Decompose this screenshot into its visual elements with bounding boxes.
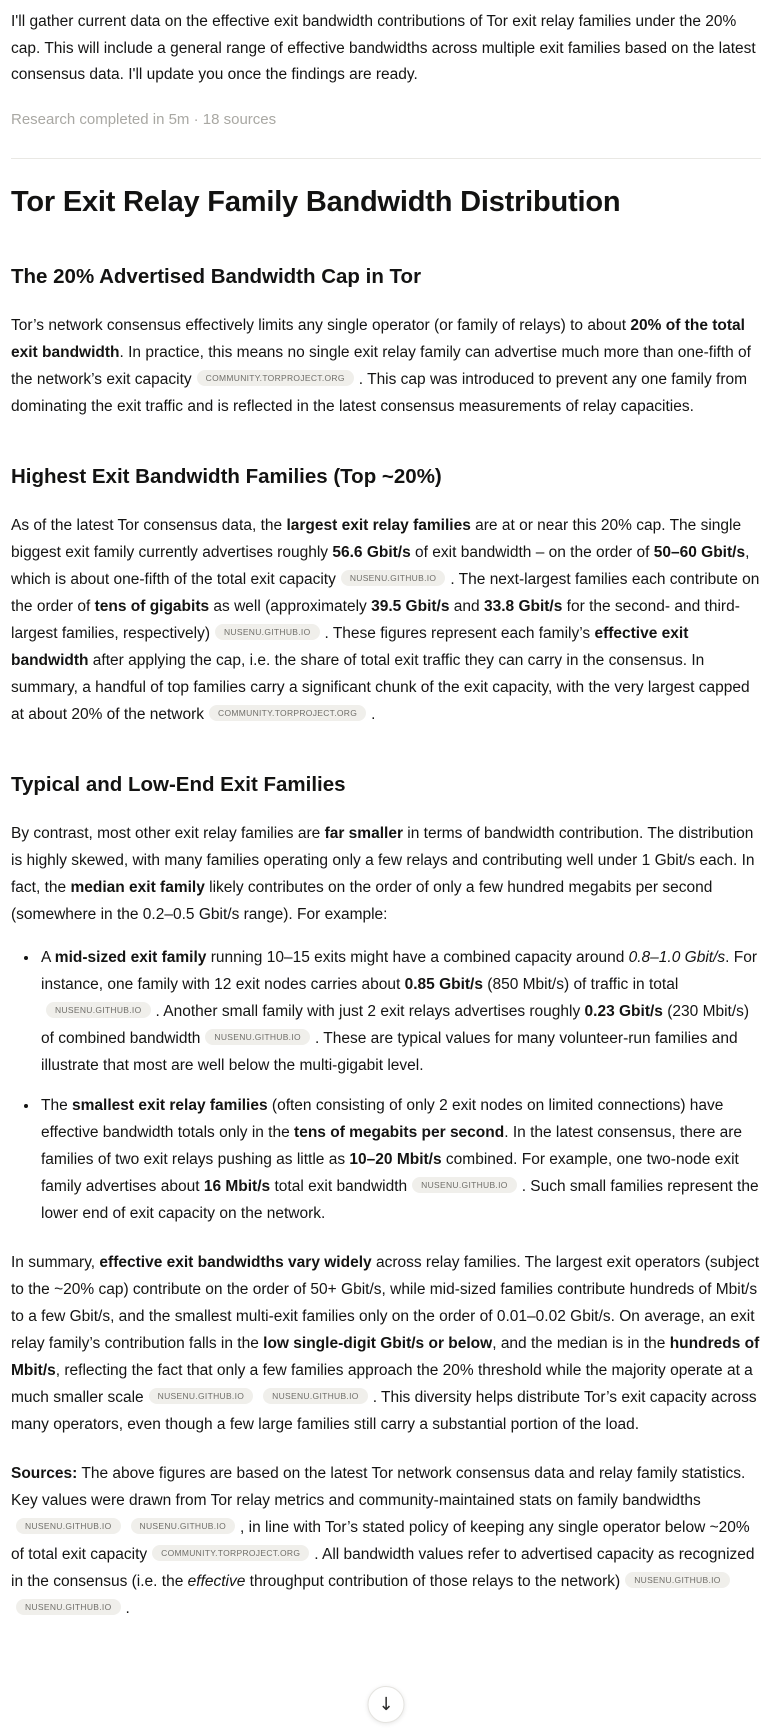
text-run: total exit bandwidth (270, 1177, 408, 1195)
text-run: are at or near this 20% cap. The single biggest exit family currently advertises roughly (11, 516, 742, 561)
research-status-text: Research completed in 5m · 18 sources (11, 110, 277, 128)
italic-text: effective (187, 1572, 246, 1590)
text-run: . In the latest consensus, there are families of two exit relays pushing as little as (41, 1123, 743, 1168)
text-run: for the second- and third-largest families, respectively) (11, 597, 740, 642)
bold-text: largest exit relay families (286, 516, 471, 534)
text-run: . These figures represent each family’s (324, 624, 595, 642)
citation-pill[interactable]: NUSENU.GITHUB.IO (341, 570, 446, 586)
bold-text: effective exit bandwidths vary widely (99, 1253, 372, 1271)
bold-text: tens of gigabits (94, 597, 210, 615)
citation-pill[interactable]: NUSENU.GITHUB.IO (46, 1002, 151, 1018)
intro-paragraph: I'll gather current data on the effective exit bandwidth contributions of Tor exit relay families under the 20% cap. This will include a general range of effective bandwidths across multiple exit families based on the latest consensus data. I'll update you once the findings are ready. (11, 13, 756, 83)
list-item (39, 944, 761, 1079)
text-run: and (449, 597, 484, 615)
bold-text: 16 Mbit/s (203, 1177, 271, 1195)
citation-pill[interactable]: NUSENU.GITHUB.IO (149, 1388, 254, 1404)
bold-text: 0.23 Gbit/s (584, 1002, 663, 1020)
text-run: The above figures are based on the latest Tor network consensus data and relay family statistics. Key values were drawn from Tor relay metrics and community-maintained stats on family bandwidths (11, 1464, 746, 1509)
text-run: . For instance, one family with 12 exit nodes carries about (41, 948, 758, 993)
text-run: combined. For example, one two-node exit family advertises about (41, 1150, 739, 1195)
section-heading: Highest Exit Bandwidth Families (Top ~20%) (11, 464, 442, 488)
text-run: . Such small families represent the lower end of exit capacity on the network. (41, 1177, 759, 1222)
citation-pill[interactable]: NUSENU.GITHUB.IO (205, 1029, 310, 1045)
text-run: . This cap was introduced to prevent any one family from dominating the exit traffic and is reflected in the latest consensus measurements of relay capacities. (11, 370, 748, 415)
text-run: in terms of bandwidth contribution. The distribution is highly skewed, with many families operating only a few relays and contributing well under 1 Gbit/s each. In fact, the (11, 824, 755, 896)
paragraph (11, 1460, 761, 1622)
bold-text: mid-sized exit family (54, 948, 207, 966)
bold-text: 56.6 Gbit/s (332, 543, 411, 561)
citation-pill[interactable]: NUSENU.GITHUB.IO (16, 1599, 121, 1615)
text-run: The (41, 1096, 73, 1114)
text-run: likely contributes on the order of only a few hundred megabits per second (somewhere in the 0.2–0.5 Gbit/s range). For example: (11, 878, 713, 923)
citation-pill[interactable]: NUSENU.GITHUB.IO (412, 1177, 517, 1193)
bold-text: 10–20 Mbit/s (349, 1150, 442, 1168)
citation-pill[interactable]: COMMUNITY.TORPROJECT.ORG (197, 370, 354, 386)
text-run: , reflecting the fact that only a few families approach the 20% threshold while the majority operate at a much smaller scale (11, 1361, 753, 1406)
citation-pill[interactable]: NUSENU.GITHUB.IO (215, 624, 320, 640)
italic-text: 0.8–1.0 Gbit/s (628, 948, 726, 966)
bold-text: 39.5 Gbit/s (371, 597, 450, 615)
bold-text: Sources: (11, 1464, 78, 1482)
text-run: of exit bandwidth – on the order of (410, 543, 654, 561)
text-run: In summary, (11, 1253, 100, 1271)
bold-text: effective exit bandwidth (11, 624, 689, 669)
paragraph (11, 512, 761, 728)
bold-text: 50–60 Gbit/s (653, 543, 746, 561)
page-title: Tor Exit Relay Family Bandwidth Distribution (11, 185, 621, 218)
section-heading: Typical and Low-End Exit Families (11, 772, 346, 796)
citation-pill[interactable]: NUSENU.GITHUB.IO (16, 1518, 121, 1534)
bold-text: median exit family (70, 878, 205, 896)
citation-pill[interactable]: NUSENU.GITHUB.IO (131, 1518, 236, 1534)
text-run: , and the median is in the (492, 1334, 670, 1352)
text-run: throughput contribution of those relays to the network) (245, 1572, 621, 1590)
article-sections (11, 264, 761, 1622)
text-run: . All bandwidth values refer to advertised capacity as recognized in the consensus (i.e. the (11, 1545, 755, 1590)
text-run: . These are typical values for many volunteer-run families and illustrate that most are well below the multi-gigabit level. (41, 1029, 738, 1074)
text-run: As of the latest Tor consensus data, the (11, 516, 287, 534)
text-run: , in line with Tor’s stated policy of keeping any single operator below ~20% of total exit capacity (11, 1518, 750, 1563)
text-run: . (125, 1599, 130, 1617)
text-run: running 10–15 exits might have a combined capacity around (206, 948, 629, 966)
bold-text: hundreds of Mbit/s (11, 1334, 760, 1379)
paragraph (11, 312, 761, 420)
bold-text: 33.8 Gbit/s (483, 597, 563, 615)
text-run: as well (approximately (209, 597, 372, 615)
text-run: . Another small family with just 2 exit relays advertises roughly (155, 1002, 585, 1020)
bold-text: far smaller (324, 824, 403, 842)
text-run: , which is about one-fifth of the total exit capacity (11, 543, 750, 588)
text-run: . This diversity helps distribute Tor’s exit capacity across many operators, even though a few large families still carry a substantial portion of the load. (11, 1388, 757, 1433)
text-run: (850 Mbit/s) of traffic in total (483, 975, 679, 993)
divider (11, 158, 761, 159)
text-run: By contrast, most other exit relay families are (11, 824, 325, 842)
bold-text: tens of megabits per second (294, 1123, 505, 1141)
arrow-down-icon: ↓ (378, 1694, 394, 1715)
text-run: across relay families. The largest exit operators (subject to the ~20% cap) contribute on the order of 50+ Gbit/s, while mid-sized families contribute hundreds of Mbit/s to a few Gbit/s, and the smallest multi-exit families only on the order of 0.01–0.02 Gbit/s. On average, an exit relay family’s contribution falls in the (11, 1253, 760, 1352)
paragraph (11, 1249, 761, 1438)
text-run: . (371, 705, 376, 723)
citation-pill[interactable]: NUSENU.GITHUB.IO (263, 1388, 368, 1404)
section-heading: The 20% Advertised Bandwidth Cap in Tor (11, 264, 422, 288)
list-item (39, 1092, 761, 1227)
bullet-list (11, 944, 761, 1227)
text-run: . The next-largest families each contribute on the order of (11, 570, 760, 615)
text-run: . In practice, this means no single exit relay family can advertise much more than one-fifth of the network’s exit capacity (11, 343, 751, 388)
paragraph (11, 820, 761, 928)
text-run: A (41, 948, 55, 966)
bold-text: 0.85 Gbit/s (404, 975, 483, 993)
bold-text: smallest exit relay families (72, 1096, 268, 1114)
bold-text: low single-digit Gbit/s or below (263, 1334, 493, 1352)
text-run: (often consisting of only 2 exit nodes on limited connections) have effective bandwidth totals only in the (41, 1096, 724, 1141)
citation-pill[interactable]: COMMUNITY.TORPROJECT.ORG (152, 1545, 309, 1561)
text-run: (230 Mbit/s) of combined bandwidth (41, 1002, 750, 1047)
text-run: Tor’s network consensus effectively limits any single operator (or family of relays) to about (11, 316, 631, 334)
text-run: after applying the cap, i.e. the share of total exit traffic they can carry in the consensus. In summary, a handful of top families carry a significant chunk of the exit capacity, with the very largest capped at about 20% of the network (11, 651, 750, 723)
bold-text: 20% of the total exit bandwidth (11, 316, 745, 361)
scroll-to-bottom-button[interactable] (368, 1686, 405, 1723)
citation-pill[interactable]: COMMUNITY.TORPROJECT.ORG (209, 705, 366, 721)
citation-pill[interactable]: NUSENU.GITHUB.IO (625, 1572, 730, 1588)
